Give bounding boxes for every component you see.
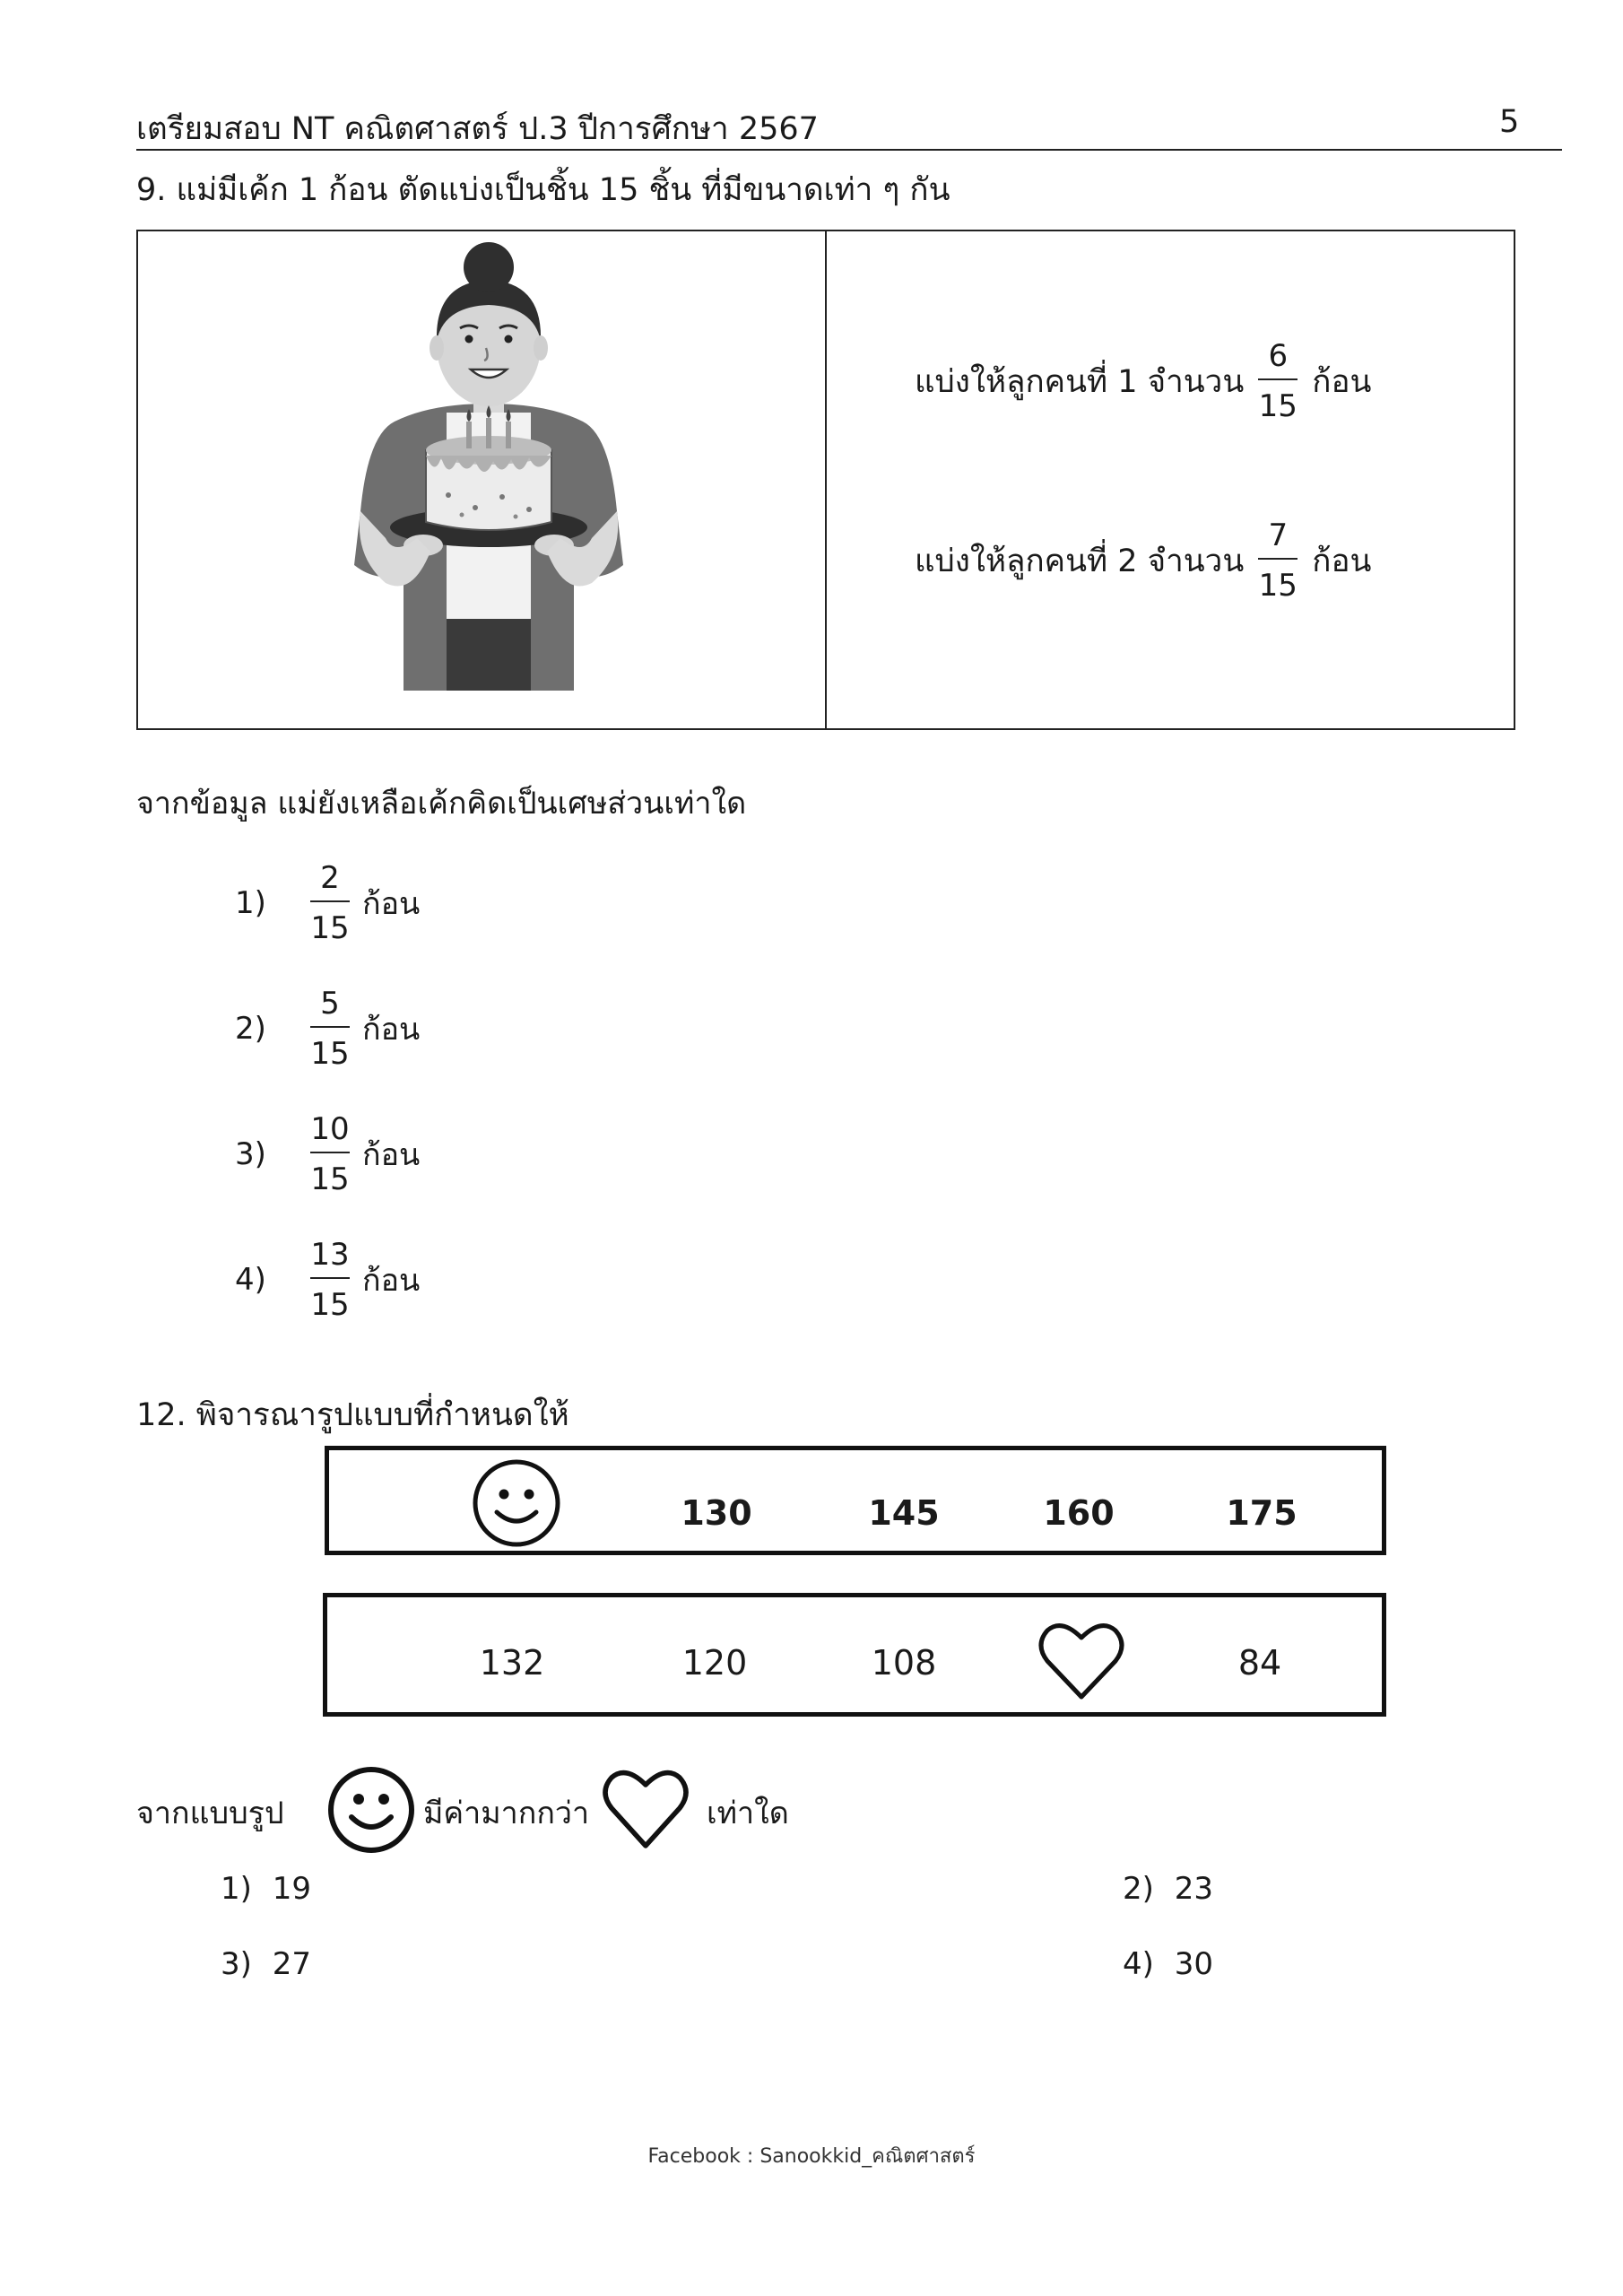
heart-icon xyxy=(603,1767,689,1851)
q12-option-4[interactable] xyxy=(1123,1946,1213,1983)
q12-question-suffix: เท่าใด xyxy=(707,1796,789,1831)
q12-question-middle: มีค่ามากกว่า xyxy=(423,1796,590,1831)
pattern-2-value-3: 108 xyxy=(871,1643,937,1683)
pattern-1-value-1: 130 xyxy=(681,1493,752,1533)
share-2-label: แบ่งให้ลูกคนที่ 2 จำนวน xyxy=(915,543,1245,579)
smiley-face-icon xyxy=(326,1765,416,1855)
share-1-fraction xyxy=(1258,338,1298,424)
q12-option-2[interactable] xyxy=(1123,1871,1213,1908)
option-numerator: 5 xyxy=(320,986,340,1022)
option-number: 2) xyxy=(1123,1871,1154,1907)
share-2-fraction xyxy=(1258,517,1298,604)
share-2-numerator: 7 xyxy=(1268,517,1289,553)
pattern-2-value-1: 132 xyxy=(479,1643,545,1683)
option-number: 3) xyxy=(235,1136,266,1172)
option-fraction xyxy=(310,860,350,946)
option-numerator: 10 xyxy=(310,1111,350,1147)
option-number: 1) xyxy=(221,1871,252,1907)
smiley-face-icon xyxy=(472,1458,561,1548)
pattern-2-value-2: 120 xyxy=(681,1643,748,1683)
option-denominator: 15 xyxy=(310,1161,350,1197)
share-1-denominator: 15 xyxy=(1258,388,1298,424)
option-number: 4) xyxy=(1123,1946,1154,1982)
option-denominator: 15 xyxy=(310,910,350,946)
share-1-unit: ก้อน xyxy=(1312,363,1372,400)
option-number: 2) xyxy=(235,1011,266,1047)
q9-question: จากข้อมูล แม่ยังเหลือเค้กคิดเป็นเศษส่วนเท่าใด xyxy=(136,786,747,822)
q12-option-3[interactable] xyxy=(221,1946,311,1983)
q12-question-prefix: จากแบบรูป xyxy=(136,1796,284,1831)
pattern-1-value-3: 160 xyxy=(1043,1493,1115,1533)
option-unit: ก้อน xyxy=(362,1263,421,1299)
share-2-unit: ก้อน xyxy=(1312,543,1372,579)
option-unit: ก้อน xyxy=(362,1012,421,1048)
page-number: 5 xyxy=(1499,104,1520,140)
pattern-1-value-4: 175 xyxy=(1226,1493,1298,1533)
q9-option-3[interactable] xyxy=(235,1111,421,1197)
header-title: เตรียมสอบ NT คณิตศาสตร์ ป.3 ปีการศึกษา 2567 xyxy=(136,111,819,147)
option-value: 19 xyxy=(272,1871,311,1907)
option-number: 4) xyxy=(235,1262,266,1298)
q9-option-4[interactable] xyxy=(235,1237,421,1323)
pattern-2-value-5: 84 xyxy=(1237,1643,1282,1683)
q9-option-2[interactable] xyxy=(235,986,421,1072)
option-value: 23 xyxy=(1174,1871,1213,1907)
q12-option-1[interactable] xyxy=(221,1871,311,1908)
option-number: 3) xyxy=(221,1946,252,1982)
q9-share-2 xyxy=(915,517,1372,604)
option-fraction xyxy=(310,1111,350,1197)
q9-box-divider xyxy=(825,230,827,730)
footer-credit: Facebook : Sanookkid_คณิตศาสตร์ xyxy=(647,2145,976,2168)
q12-title: 12. พิจารณารูปแบบที่กำหนดให้ xyxy=(136,1397,569,1433)
q9-option-1[interactable] xyxy=(235,860,421,946)
option-value: 30 xyxy=(1174,1946,1213,1982)
option-unit: ก้อน xyxy=(362,886,421,922)
share-2-denominator: 15 xyxy=(1258,568,1298,604)
option-fraction xyxy=(310,986,350,1072)
option-number: 1) xyxy=(235,885,266,921)
option-numerator: 13 xyxy=(310,1237,350,1273)
q9-title: 9. แม่มีเค้ก 1 ก้อน ตัดแบ่งเป็นชิ้น 15 ชิ้น ที่มีขนาดเท่า ๆ กัน xyxy=(136,172,950,208)
share-1-numerator: 6 xyxy=(1268,338,1289,374)
option-numerator: 2 xyxy=(320,860,340,896)
header-rule xyxy=(136,149,1562,151)
option-unit: ก้อน xyxy=(362,1137,421,1173)
pattern-1-value-2: 145 xyxy=(868,1493,940,1533)
share-1-label: แบ่งให้ลูกคนที่ 1 จำนวน xyxy=(915,363,1245,400)
q9-share-1 xyxy=(915,338,1372,424)
mother-with-cake-illustration xyxy=(341,242,637,709)
option-denominator: 15 xyxy=(310,1287,350,1323)
heart-icon xyxy=(1038,1620,1124,1702)
option-value: 27 xyxy=(272,1946,311,1982)
option-denominator: 15 xyxy=(310,1036,350,1072)
option-fraction xyxy=(310,1237,350,1323)
